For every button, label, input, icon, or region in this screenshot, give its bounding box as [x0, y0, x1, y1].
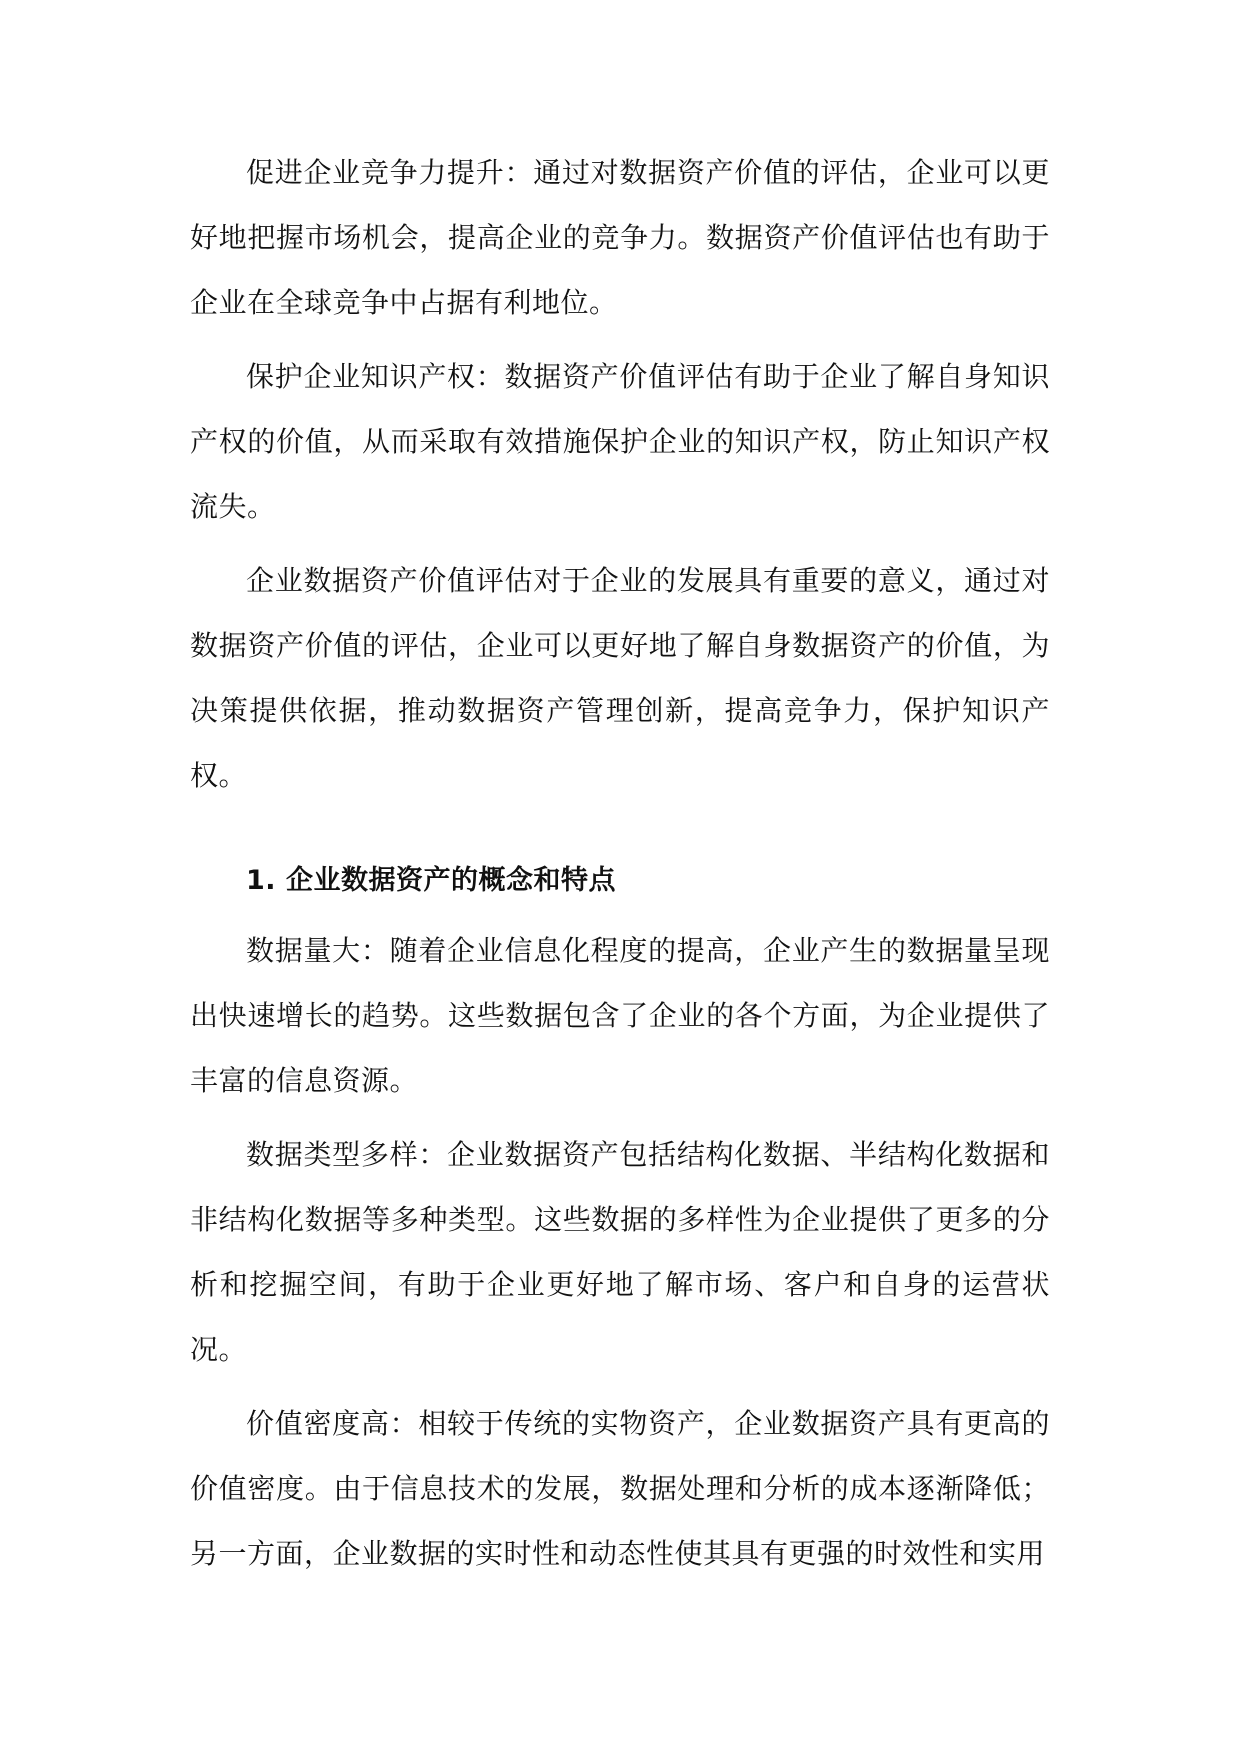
- paragraph-ip-protection: 保护企业知识产权：数据资产价值评估有助于企业了解自身知识产权的价值，从而采取有效措施保护企业的知识产权，防止知识产权流失。: [190, 360, 1050, 523]
- section-number: 1.: [246, 865, 277, 896]
- paragraph-significance-summary: 企业数据资产价值评估对于企业的发展具有重要的意义，通过对数据资产价值的评估，企业可以更好地了解自身数据资产的价值，为决策提供依据，推动数据资产管理创新，提高竞争力，保护知识产权。: [190, 564, 1050, 792]
- paragraph-competitiveness: 促进企业竞争力提升：通过对数据资产价值的评估，企业可以更好地把握市场机会，提高企业的竞争力。数据资产价值评估也有助于企业在全球竞争中占据有利地位。: [190, 156, 1050, 319]
- document-body: [190, 140, 1050, 1586]
- paragraph-value-density: 价值密度高：相较于传统的实物资产，企业数据资产具有更高的价值密度。由于信息技术的发展，数据处理和分析的成本逐渐降低；另一方面，企业数据的实时性和动态性使其具有更强的时效性和实用: [190, 1407, 1050, 1570]
- paragraph-data-volume: 数据量大：随着企业信息化程度的提高，企业产生的数据量呈现出快速增长的趋势。这些数据包含了企业的各个方面，为企业提供了丰富的信息资源。: [190, 934, 1050, 1097]
- paragraph-data-types: 数据类型多样：企业数据资产包括结构化数据、半结构化数据和非结构化数据等多种类型。这些数据的多样性为企业提供了更多的分析和挖掘空间，有助于企业更好地了解市场、客户和自身的运营状况。: [190, 1138, 1050, 1366]
- section-title: 企业数据资产的概念和特点: [286, 865, 616, 896]
- section-heading: [190, 848, 1050, 913]
